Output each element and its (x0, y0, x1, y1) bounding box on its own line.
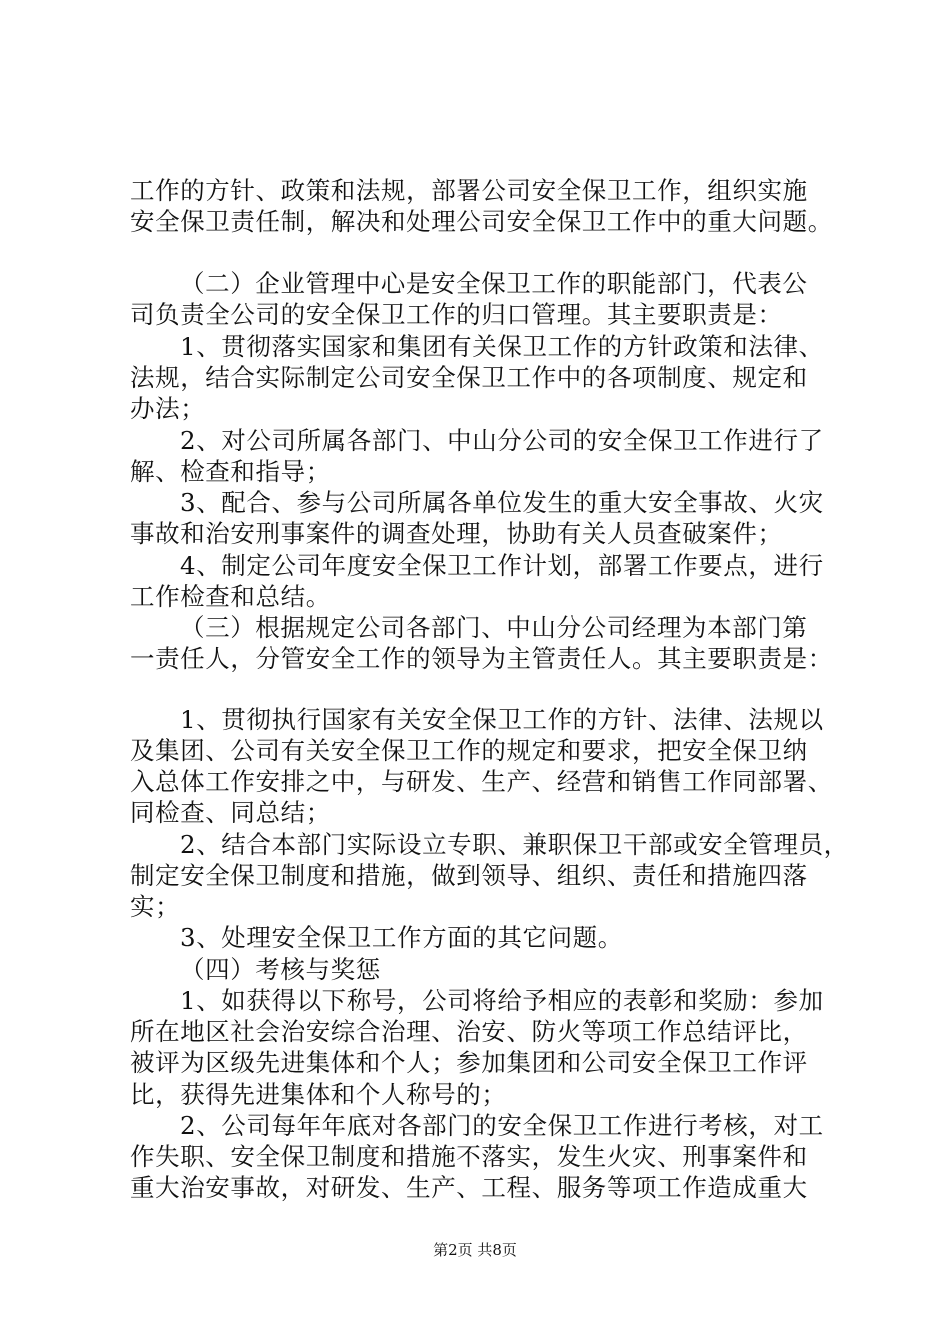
page-number-footer: 第2页 共8页 (433, 1241, 517, 1259)
text-line: （三）根据规定公司各部门、中山分公司经理为本部门第 (180, 613, 808, 642)
text-line: 法规，结合实际制定公司安全保卫工作中的各项制度、规定和 (130, 363, 808, 392)
text-line: 3、配合、参与公司所属各单位发生的重大安全事故、火灾 (180, 488, 824, 517)
text-line: 同检查、同总结； (130, 798, 331, 827)
text-line: 解、检查和指导； (130, 457, 331, 486)
text-line: 1、如获得以下称号，公司将给予相应的表彰和奖励：参加 (180, 986, 824, 1015)
text-line: （四）考核与奖惩 (180, 955, 381, 984)
text-line: 司负责全公司的安全保卫工作的归口管理。其主要职责是： (130, 300, 783, 329)
text-line: 及集团、公司有关安全保卫工作的规定和要求，把安全保卫纳 (130, 736, 808, 765)
text-line: 1、贯彻执行国家有关安全保卫工作的方针、法律、法规以 (180, 705, 824, 734)
text-line: 1、贯彻落实国家和集团有关保卫工作的方针政策和法律、 (180, 332, 824, 361)
text-line: 2、公司每年年底对各部门的安全保卫工作进行考核，对工 (180, 1111, 824, 1140)
text-line: 实； (130, 892, 181, 921)
text-line: （二）企业管理中心是安全保卫工作的职能部门，代表公 (180, 269, 808, 298)
text-line: 被评为区级先进集体和个人；参加集团和公司安全保卫工作评 (130, 1048, 808, 1077)
text-line: 事故和治安刑事案件的调查处理，协助有关人员查破案件； (130, 519, 783, 548)
text-line: 比，获得先进集体和个人称号的； (130, 1080, 507, 1109)
text-line: 重大治安事故，对研发、生产、工程、服务等项工作造成重大 (130, 1173, 808, 1202)
text-line: 办法； (130, 394, 206, 423)
text-line: 工作检查和总结。 (130, 582, 331, 611)
text-line: 所在地区社会治安综合治理、治安、防火等项工作总结评比， (130, 1017, 808, 1046)
text-line: 制定安全保卫制度和措施，做到领导、组织、责任和措施四落 (130, 861, 808, 890)
text-line: 工作的方针、政策和法规，部署公司安全保卫工作，组织实施 (130, 176, 808, 205)
text-line: 3、处理安全保卫工作方面的其它问题。 (180, 923, 623, 952)
text-line: 作失职、安全保卫制度和措施不落实，发生火灾、刑事案件和 (130, 1142, 808, 1171)
text-line: 一责任人，分管安全工作的领导为主管责任人。其主要职责是： (130, 644, 833, 673)
text-line: 入总体工作安排之中，与研发、生产、经营和销售工作同部署、 (130, 767, 833, 796)
text-line: 2、对公司所属各部门、中山分公司的安全保卫工作进行了 (180, 426, 824, 455)
text-line: 2、结合本部门实际设立专职、兼职保卫干部或安全管理员， (180, 830, 849, 859)
text-line: 4、制定公司年度安全保卫工作计划，部署工作要点，进行 (180, 551, 824, 580)
text-line: 安全保卫责任制，解决和处理公司安全保卫工作中的重大问题。 (130, 207, 833, 236)
